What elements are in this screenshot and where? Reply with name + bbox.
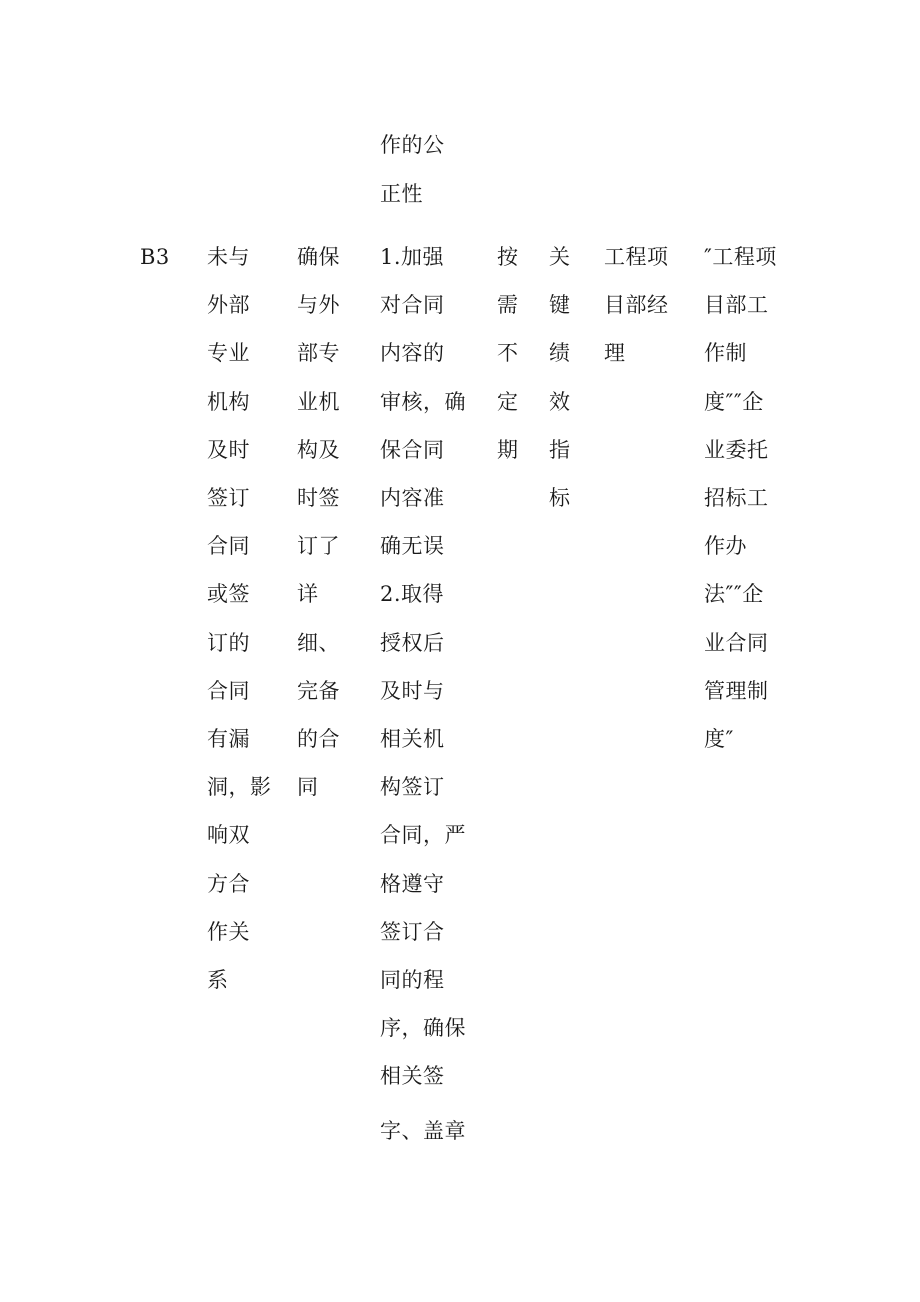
text-line: 效 [549,389,571,414]
text-line: 详 [297,582,319,607]
text-line: 细、 [297,630,340,655]
text-line: 关 [549,245,571,269]
text-line: 1.加强 [380,245,445,269]
text-line: 构签订 [380,775,445,800]
text-line: 及时 [207,437,250,462]
control-goal-cell [297,233,340,811]
text-line: 授权后 [380,630,445,655]
text-line: 度″ [704,727,734,752]
text-line: 响双 [207,823,250,848]
text-line: 构及 [297,437,340,462]
text-line: 按 [497,245,519,269]
text-line: 标 [549,486,571,511]
text-line: 同 [297,775,319,800]
text-line: 管理制 [704,678,769,703]
text-line: 合同，严 [380,823,466,848]
text-line: 内容的 [380,341,445,366]
text-line: 的合 [297,727,340,752]
text-line: 业委托 [704,437,769,462]
text-line: 业合同 [704,630,769,655]
text-line: 或签 [207,582,250,607]
text-line: 保合同 [380,437,445,462]
text-line: 业机 [297,389,340,414]
row-id: B3 [140,245,170,269]
text-line: 部专 [297,341,340,366]
text-line: 合同 [207,534,250,559]
text-line: 作办 [704,534,747,559]
text-line: 合同 [207,678,250,703]
text-line: 完备 [297,678,340,703]
text-line: 相关机 [380,727,445,752]
text-line: 招标工 [704,486,769,511]
text-line: 专业 [207,341,250,366]
text-line: 作制 [704,341,747,366]
text-line: 时签 [297,486,340,511]
text-line: 格遵守 [380,871,445,896]
control-measures-cell [380,233,466,1155]
row-id-cell [140,233,170,281]
text-line: 2.取得 [380,582,445,607]
risk-description-cell [207,233,272,1004]
text-line: 期 [497,437,519,462]
text-line: 签订合 [380,919,445,944]
text-line: 法″″企 [704,582,764,607]
text-line: ″工程项 [704,245,777,269]
text-line: 作的公 [380,133,445,157]
text-line: 订的 [207,630,250,655]
text-line: 键 [549,293,571,318]
text-line: 序，确保 [380,1016,466,1041]
text-line: 相关签 [380,1064,445,1089]
text-line: 未与 [207,245,250,269]
text-line: 同的程 [380,968,445,993]
text-line: 订了 [297,534,340,559]
text-line: 指 [549,437,571,462]
text-line: 系 [207,968,229,993]
frequency-cell [497,233,519,474]
text-line: 需 [497,293,519,318]
responsible-owner-cell [604,233,669,378]
text-line: 签订 [207,486,250,511]
text-line: 方合 [207,871,250,896]
measures-continuation [380,121,445,219]
text-line: 正性 [380,182,423,206]
text-line: 确无误 [380,534,445,559]
text-line: 与外 [297,293,340,318]
text-line: 字、盖章 [380,1118,466,1143]
regulation-basis-cell [704,233,777,763]
kpi-type-cell [549,233,571,522]
text-line: 洞，影 [207,775,272,800]
text-line: 工程项 [604,245,669,269]
text-line: 目部经 [604,293,669,318]
text-line: 度″″企 [704,389,764,414]
text-line: 内容准 [380,486,445,511]
text-line: 不 [497,341,519,366]
text-line: 绩 [549,341,571,366]
text-line: 有漏 [207,727,250,752]
text-line: 审核，确 [380,389,466,414]
text-line: 作关 [207,919,250,944]
text-line: 及时与 [380,678,445,703]
text-line: 目部工 [704,293,769,318]
text-line: 机构 [207,389,250,414]
text-line: 外部 [207,293,250,318]
text-line: 定 [497,389,519,414]
text-line: 对合同 [380,293,445,318]
text-line: 理 [604,341,626,366]
text-line: 确保 [297,245,340,269]
